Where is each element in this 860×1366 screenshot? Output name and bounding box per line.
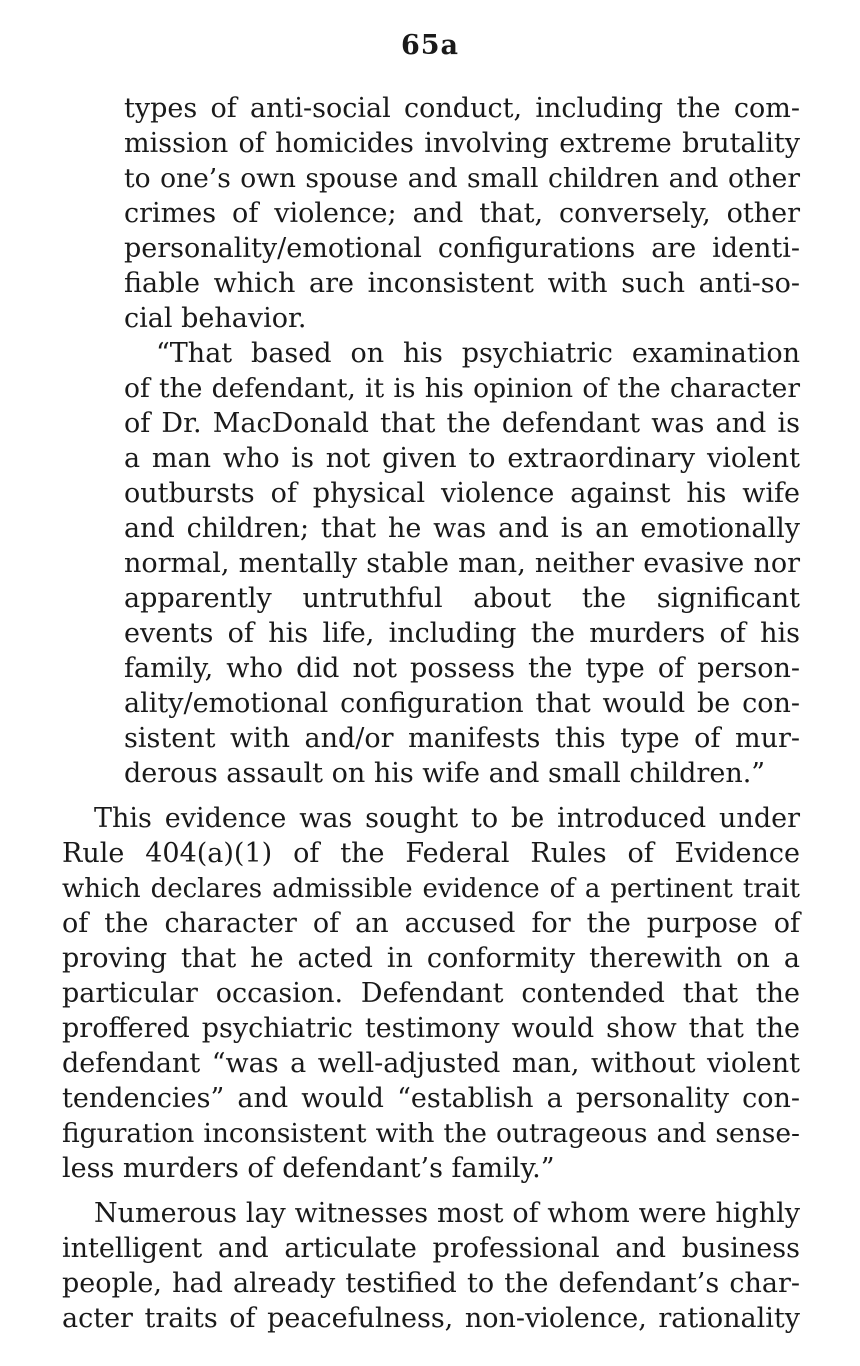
quote-line: a man who is not given to extraordinary violent xyxy=(124,443,800,474)
quote-line: events of his life, including the murders of his xyxy=(124,618,800,649)
quote-line: family, who did not possess the type of person- xyxy=(124,653,800,684)
quote-line: ality/emotional configuration that would be con- xyxy=(124,688,800,719)
body-line: defendant “was a well-adjusted man, without violent xyxy=(62,1048,800,1079)
body-line: Rule 404(a)(1) of the Federal Rules of Evidence xyxy=(62,838,800,869)
body-line: tendencies” and would “establish a personality con- xyxy=(62,1083,800,1114)
quote-line: and children; that he was and is an emotionally xyxy=(124,513,800,544)
quote-line: sistent with and/or manifests this type of mur- xyxy=(124,723,800,754)
quote-line: derous assault on his wife and small children.” xyxy=(124,758,766,789)
quote-line: normal, mentally stable man, neither evasive nor xyxy=(124,548,800,579)
page-number: 65a xyxy=(400,30,460,61)
quote-line: types of anti-social conduct, including the com- xyxy=(124,93,800,124)
body-line: of the character of an accused for the purpose of xyxy=(62,908,800,939)
body-line: which declares admissible evidence of a pertinent trait xyxy=(62,874,800,904)
quote-line: crimes of violence; and that, conversely, other xyxy=(124,198,800,229)
quote-line: cial behavior. xyxy=(124,303,307,334)
body-line: proffered psychiatric testimony would show that the xyxy=(62,1013,800,1044)
quote-line: of the defendant, it is his opinion of the character xyxy=(124,373,800,404)
quote-line: personality/emotional configurations are identi- xyxy=(124,233,800,264)
body-line: Numerous lay witnesses most of whom were highly xyxy=(94,1198,800,1229)
body-line: particular occasion. Defendant contended that the xyxy=(62,978,800,1009)
body-line: proving that he acted in conformity therewith on a xyxy=(62,943,800,974)
body-line: figuration inconsistent with the outrageous and sense- xyxy=(62,1118,800,1149)
quote-line: fiable which are inconsistent with such anti-so- xyxy=(124,268,800,299)
quote-line: outbursts of physical violence against his wife xyxy=(124,478,800,509)
body-line: people, had already testified to the defendant’s char- xyxy=(62,1268,800,1299)
quote-line: mission of homicides involving extreme brutality xyxy=(124,128,800,159)
body-line: intelligent and articulate professional and business xyxy=(62,1233,800,1264)
body-line: less murders of defendant’s family.” xyxy=(62,1153,555,1184)
body-line: This evidence was sought to be introduced under xyxy=(94,803,800,834)
quote-line: of Dr. MacDonald that the defendant was and is xyxy=(124,408,800,439)
body-line: acter traits of peacefulness, non-violence, rationality xyxy=(62,1303,800,1334)
quote-line: to one’s own spouse and small children and other xyxy=(124,163,800,194)
quote-line: apparently untruthful about the significant xyxy=(124,583,800,614)
quote-line: “That based on his psychiatric examination xyxy=(156,338,800,369)
